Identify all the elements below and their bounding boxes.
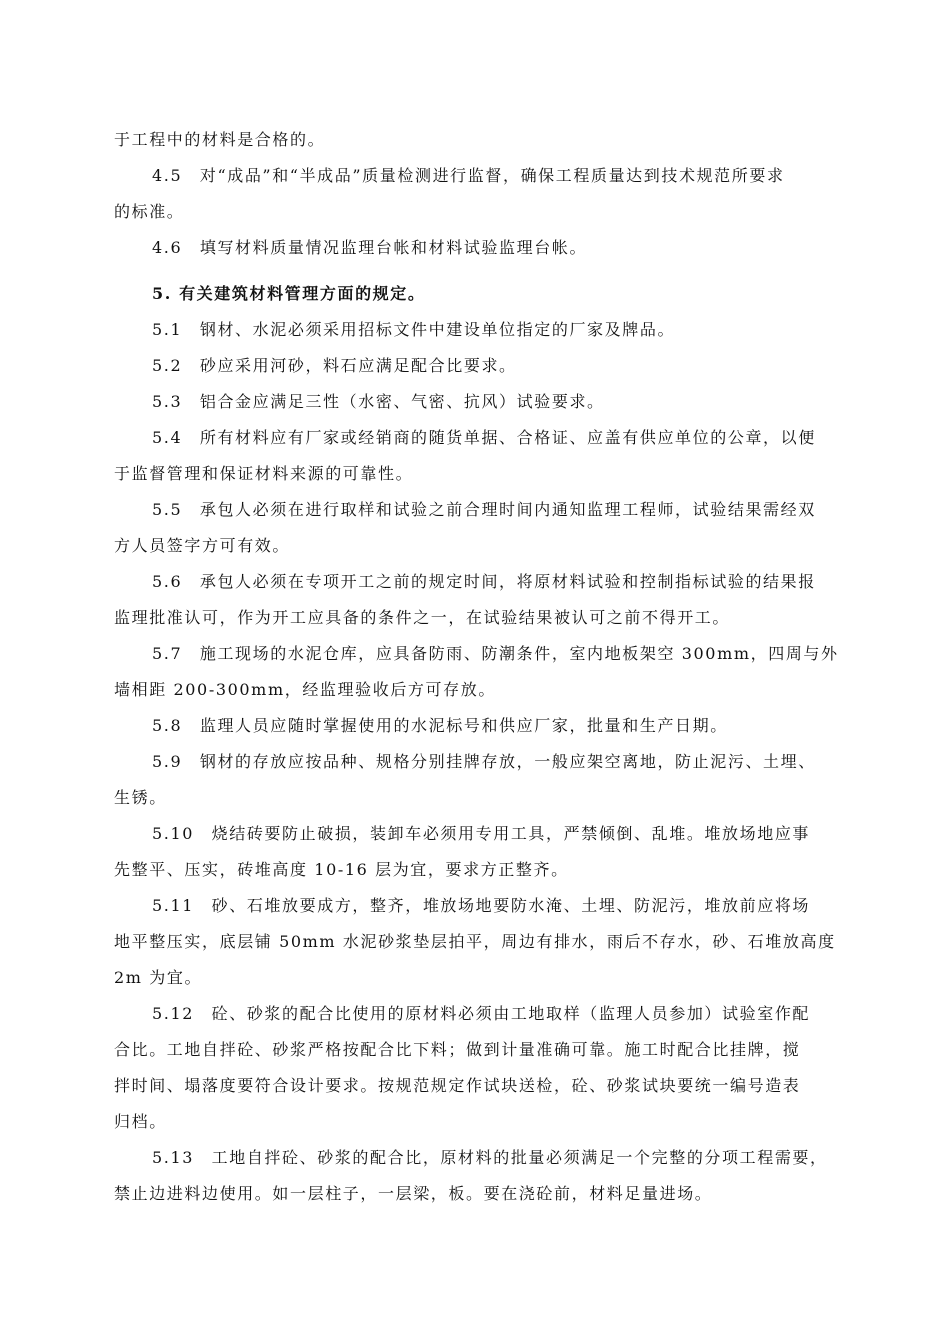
text-line: 5.5 承包人必须在进行取样和试验之前合理时间内通知监理工程师，试验结果需经双 (152, 500, 816, 519)
text-line: 5.9 钢材的存放应按品种、规格分别挂牌存放，一般应架空离地，防止泥污、土埋、 (152, 752, 816, 771)
text-line: 5.2 砂应采用河砂，料石应满足配合比要求。 (152, 356, 517, 375)
paragraph-intro (114, 122, 874, 158)
text-line: 监理批准认可，作为开工应具备的条件之一，在试验结果被认可之前不得开工。 (114, 608, 731, 627)
text-line: 先整平、压实，砖堆高度 10-16 层为宜，要求方正整齐。 (114, 860, 569, 879)
item-5-13 (114, 1140, 874, 1212)
item-5-1 (114, 312, 874, 348)
text-line: 5.4 所有材料应有厂家或经销商的随货单据、合格证、应盖有供应单位的公章，以便 (152, 428, 816, 447)
text-line: 5.1 钢材、水泥必须采用招标文件中建设单位指定的厂家及牌品。 (152, 320, 676, 339)
text-line: 生锈。 (114, 788, 167, 807)
item-5-2 (114, 348, 874, 384)
text-line: 4.6 填写材料质量情况监理台帐和材料试验监理台帐。 (152, 238, 588, 257)
text-line: 墙相距 200-300mm，经监理验收后方可存放。 (114, 680, 496, 699)
document-body (114, 122, 874, 1212)
item-5-10 (114, 816, 874, 888)
text-line: 地平整压实，底层铺 50mm 水泥砂浆垫层拍平，周边有排水，雨后不存水，砂、石堆放高度 (114, 932, 836, 951)
text-line: 的标准。 (114, 202, 185, 221)
section-heading-text: 5. 有关建筑材料管理方面的规定。 (152, 284, 426, 303)
item-5-12 (114, 996, 874, 1140)
item-5-11 (114, 888, 874, 996)
text-line: 5.10 烧结砖要防止破损，装卸车必须用专用工具，严禁倾倒、乱堆。堆放场地应事 (152, 824, 811, 843)
item-5-4 (114, 420, 874, 492)
text-line: 5.12 砼、砂浆的配合比使用的原材料必须由工地取样（监理人员参加）试验室作配 (152, 1004, 811, 1023)
text-line: 拌时间、塌落度要符合设计要求。按规范规定作试块送检，砼、砂浆试块要统一编号造表 (114, 1076, 801, 1095)
text-line: 5.11 砂、石堆放要成方，整齐，堆放场地要防水淹、土埋、防泥污，堆放前应将场 (152, 896, 811, 915)
item-5-8 (114, 708, 874, 744)
item-5-9 (114, 744, 874, 816)
item-5-7 (114, 636, 874, 708)
text-line: 5.3 铝合金应满足三性（水密、气密、抗风）试验要求。 (152, 392, 605, 411)
text-line: 于监督管理和保证材料来源的可靠性。 (114, 464, 414, 483)
text-line: 于工程中的材料是合格的。 (114, 130, 326, 149)
text-line: 5.6 承包人必须在专项开工之前的规定时间，将原材料试验和控制指标试验的结果报 (152, 572, 816, 591)
paragraph-4-6 (114, 230, 874, 266)
text-line: 5.13 工地自拌砼、砂浆的配合比，原材料的批量必须满足一个完整的分项工程需要， (152, 1148, 828, 1167)
item-5-3 (114, 384, 874, 420)
text-line: 方人员签字方可有效。 (114, 536, 291, 555)
paragraph-4-5 (114, 158, 874, 230)
item-5-5 (114, 492, 874, 564)
text-line: 2m 为宜。 (114, 968, 203, 987)
text-line: 归档。 (114, 1112, 167, 1131)
section-5-heading (114, 276, 874, 312)
text-line: 5.8 监理人员应随时掌握使用的水泥标号和供应厂家，批量和生产日期。 (152, 716, 728, 735)
text-line: 4.5 对“成品”和“半成品”质量检测进行监督，确保工程质量达到技术规范所要求 (152, 166, 785, 185)
text-line: 5.7 施工现场的水泥仓库，应具备防雨、防潮条件，室内地板架空 300mm，四周与外 (152, 644, 839, 663)
text-line: 合比。工地自拌砼、砂浆严格按配合比下料；做到计量准确可靠。施工时配合比挂牌，搅 (114, 1040, 801, 1059)
text-line: 禁止边进料边使用。如一层柱子，一层梁，板。要在浇砼前，材料足量进场。 (114, 1184, 713, 1203)
item-5-6 (114, 564, 874, 636)
